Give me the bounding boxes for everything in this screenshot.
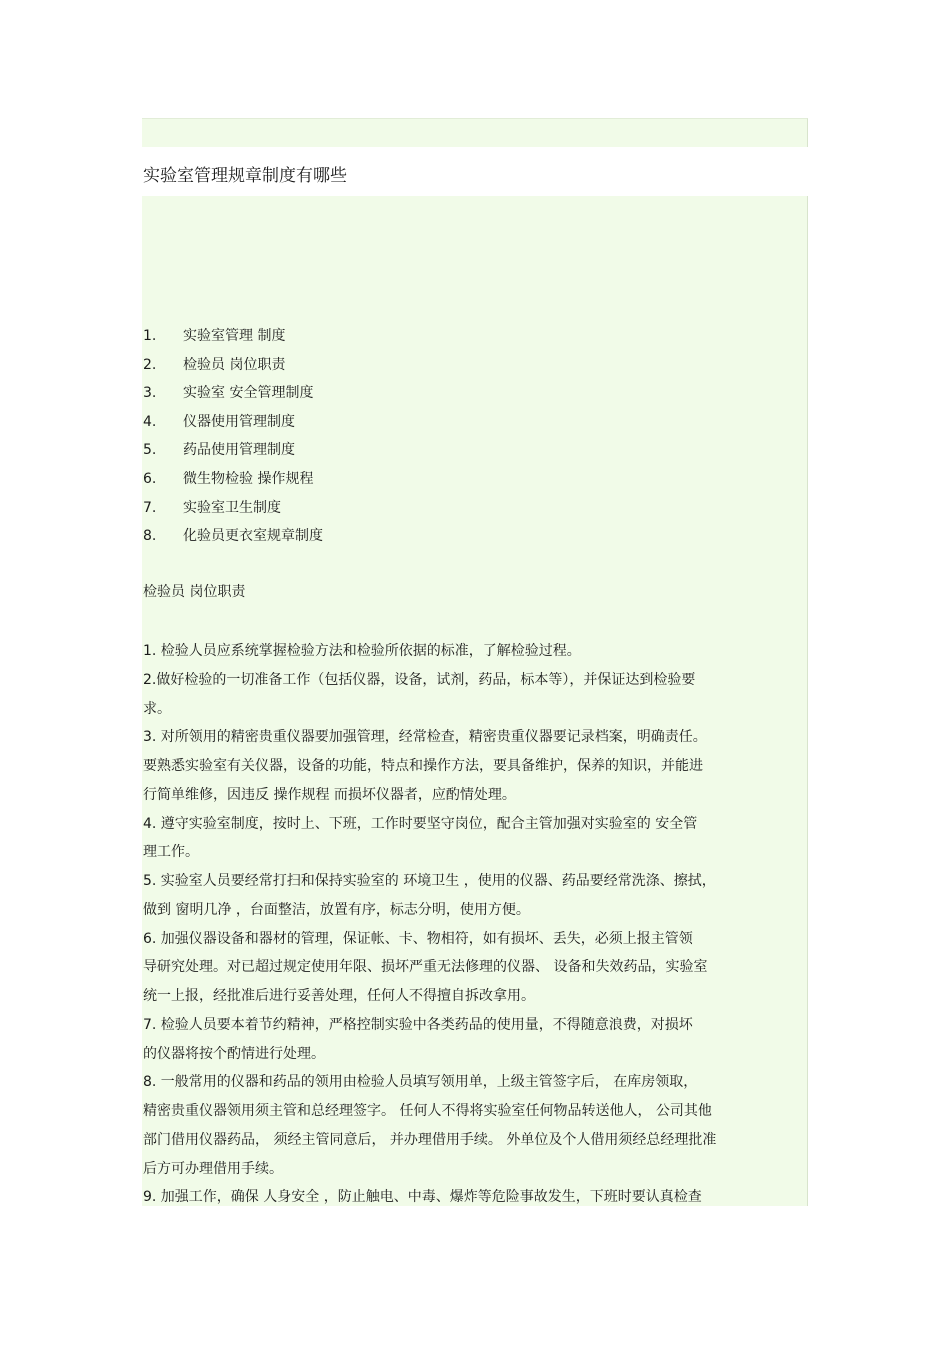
toc-item (143, 494, 323, 523)
toc-item (143, 522, 323, 551)
body-line: 部门借用仪器药品， 须经主管同意后， 并办理借用手续。 外单位及个人借用须经总经理批准 (143, 1131, 717, 1148)
page-title: 实验室管理规章制度有哪些 (143, 166, 347, 186)
toc-number: 4. (143, 413, 157, 430)
toc-text: 药品使用管理制度 (183, 442, 295, 459)
toc-item (143, 408, 323, 437)
body-line: 4. 遵守实验室制度，按时上、下班，工作时要坚守岗位，配合主管加强对实验室的 安全管 (143, 815, 698, 832)
body-line: 求。 (143, 700, 171, 717)
body-line: 1. 检验人员应系统掌握检验方法和检验所依据的标准，了解检验过程。 (143, 643, 581, 659)
toc-item (143, 379, 323, 408)
toc-number: 1. (143, 328, 157, 344)
toc-text: 检验员 岗位职责 (183, 356, 286, 373)
toc-item (143, 351, 323, 380)
body-line: 7. 检验人员要本着节约精神，严格控制实验中各类药品的使用量，不得随意浪费，对损坏 (143, 1016, 693, 1033)
toc-item (143, 465, 323, 494)
duties-body (143, 637, 811, 1212)
toc-number: 8. (143, 528, 157, 545)
body-line: 理工作。 (143, 844, 199, 861)
body-line: 做到 窗明几净 ，台面整洁，放置有序，标志分明，使用方便。 (143, 901, 530, 918)
body-line: 9. 加强工作，确保 人身安全 ，防止触电、中毒、爆炸等危险事故发生，下班时要认真检查 (143, 1189, 702, 1206)
toc-text: 实验室卫生制度 (183, 499, 281, 516)
toc-number: 7. (143, 499, 157, 516)
toc-number: 6. (143, 470, 157, 487)
body-line: 导研究处理。对已超过规定使用年限、损坏严重无法修理的仪器、 设备和失效药品，实验室 (143, 959, 708, 976)
toc-item (143, 322, 323, 351)
body-line: 2.做好检验的一切准备工作（包括仪器，设备，试剂，药品，标本等），并保证达到检验要 (143, 671, 696, 688)
toc-text: 微生物检验 操作规程 (183, 470, 314, 487)
shaded-band-top (142, 118, 808, 147)
table-of-contents (143, 322, 323, 551)
body-line: 6. 加强仪器设备和器材的管理，保证帐、卡、物相符，如有损坏、丢失，必须上报主管领 (143, 930, 693, 947)
toc-item (143, 436, 323, 465)
body-line: 3. 对所领用的精密贵重仪器要加强管理，经常检查，精密贵重仪器要记录档案，明确责任。 (143, 729, 707, 746)
toc-number: 2. (143, 356, 157, 373)
body-line: 5. 实验室人员要经常打扫和保持实验室的 环境卫生 ，使用的仪器、药品要经常洗涤、擦拭， (143, 873, 716, 889)
body-line: 要熟悉实验室有关仪器，设备的功能，特点和操作方法，要具备维护，保养的知识，并能进 (143, 758, 703, 774)
body-line: 精密贵重仪器领用须主管和总经理签字。 任何人不得将实验室任何物品转送他人， 公司其他 (143, 1103, 712, 1119)
body-line: 后方可办理借用手续。 (143, 1160, 283, 1177)
section-heading: 检验员 岗位职责 (143, 584, 246, 600)
toc-text: 实验室管理 制度 (183, 328, 286, 344)
body-line: 统一上报，经批准后进行妥善处理，任何人不得擅自拆改拿用。 (143, 988, 535, 1004)
toc-number: 5. (143, 442, 157, 459)
toc-number: 3. (143, 385, 157, 402)
body-line: 行简单维修，因违反 操作规程 而损坏仪器者，应酌情处理。 (143, 786, 516, 803)
body-line: 8. 一般常用的仪器和药品的领用由检验人员填写领用单，上级主管签字后， 在库房领取， (143, 1074, 698, 1091)
toc-text: 实验室 安全管理制度 (183, 385, 314, 402)
body-line: 的仪器将按个酌情进行处理。 (143, 1045, 325, 1062)
toc-text: 化验员更衣室规章制度 (183, 528, 323, 545)
toc-text: 仪器使用管理制度 (183, 413, 295, 430)
